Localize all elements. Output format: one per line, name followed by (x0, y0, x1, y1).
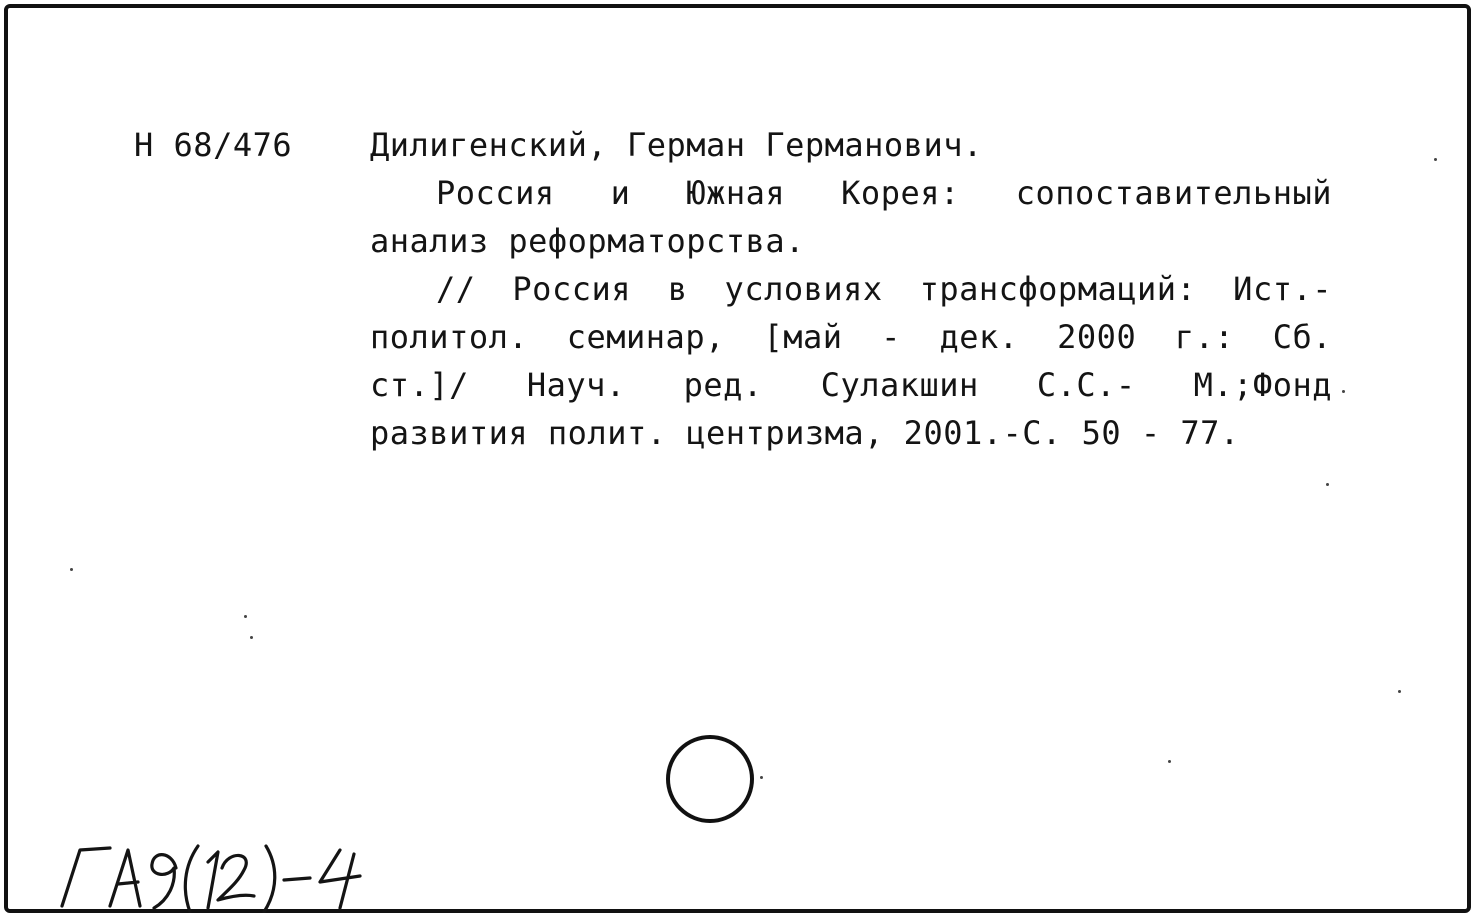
paper-speck (760, 776, 763, 779)
paper-speck (1434, 158, 1437, 161)
handwritten-shelfmark (58, 828, 388, 913)
source-line-4: развития полит. центризма, 2001.-С. 50 - 77. (370, 414, 1240, 452)
paper-speck (244, 615, 247, 618)
paper-speck (1326, 483, 1329, 486)
handwritten-shelfmark-drawing (58, 828, 388, 913)
punch-hole (666, 735, 754, 823)
title-line-1: Россия и Южная Корея: сопоставительный (436, 174, 1332, 212)
bibliographic-entry (370, 121, 1332, 457)
paper-speck (1398, 690, 1401, 693)
source-line-2: политол. семинар, [май - дек. 2000 г.: Сб. (370, 318, 1332, 356)
catalog-card (4, 4, 1471, 913)
source-line-1: // Россия в условиях трансформаций: Ист.- (436, 270, 1332, 308)
title-line-2: анализ реформаторства. (370, 222, 805, 260)
author-heading: Дилигенский, Герман Германович. (370, 126, 983, 164)
paper-speck (70, 568, 73, 571)
paper-speck (1342, 390, 1345, 393)
source-line-3: ст.]/ Науч. ред. Сулакшин С.С.- М.;Фонд (370, 366, 1332, 404)
paper-speck (250, 636, 253, 639)
paper-speck (1168, 760, 1171, 763)
call-number: Н 68/476 (134, 126, 293, 164)
